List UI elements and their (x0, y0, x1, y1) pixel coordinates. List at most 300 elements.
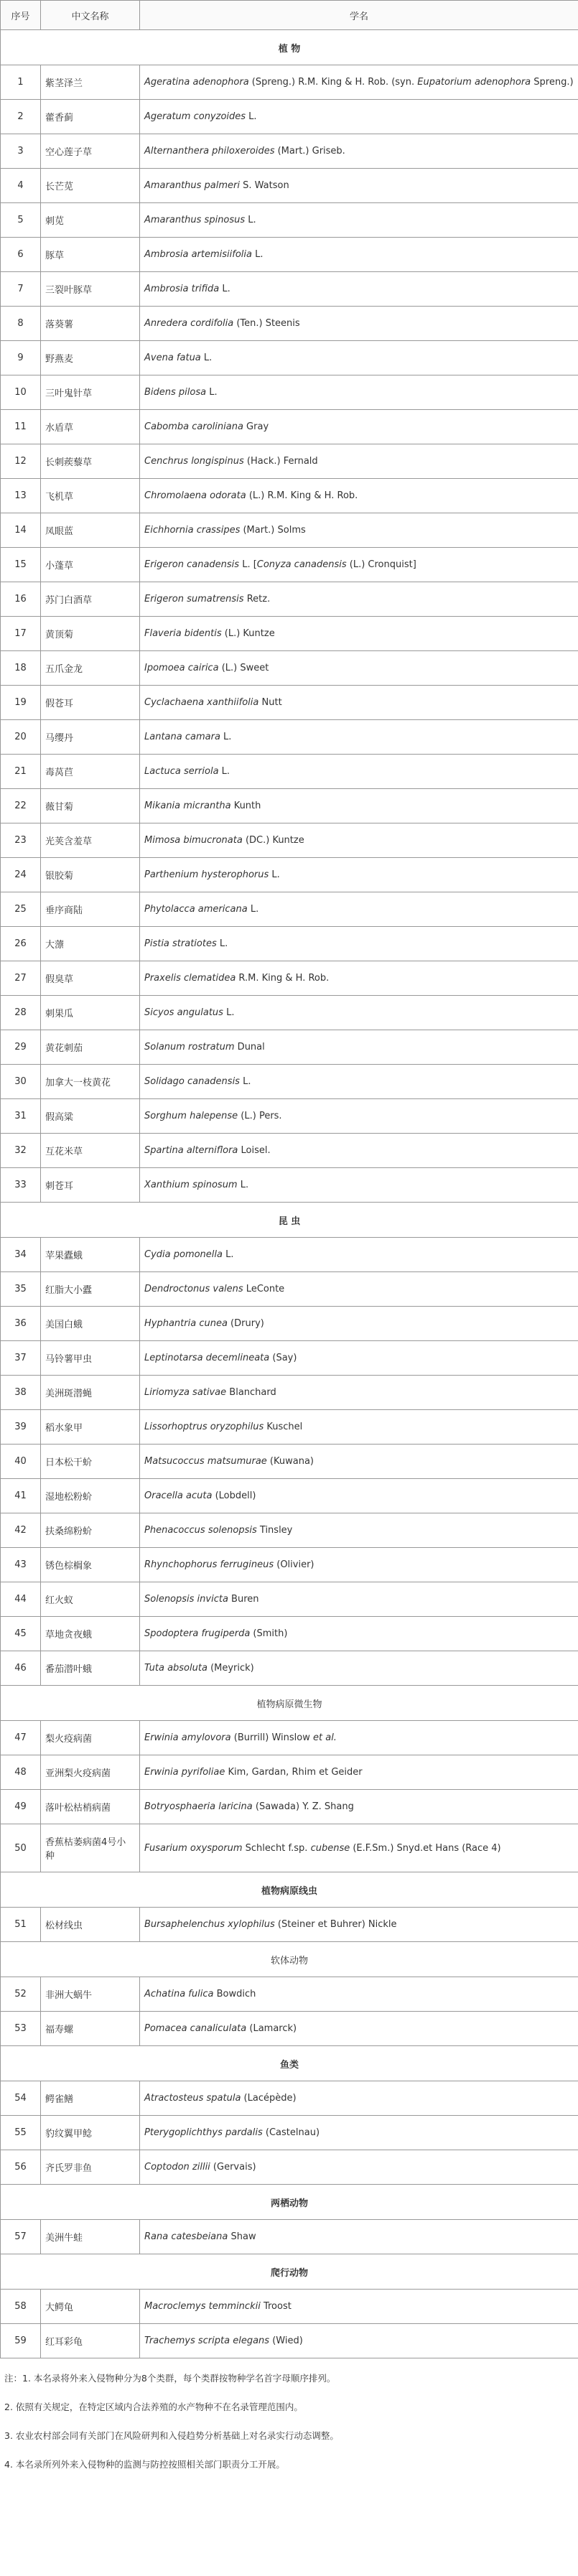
table-row (1, 617, 578, 651)
serial-number-cell: 7 (1, 272, 41, 307)
scientific-name-cell (140, 1134, 578, 1168)
scientific-name-cell (140, 582, 578, 617)
serial-number-cell: 41 (1, 1479, 41, 1513)
chinese-name-cell: 假苍耳 (41, 686, 140, 720)
chinese-name-cell: 梨火疫病菌 (41, 1721, 140, 1755)
scientific-name-authority: L. [ (239, 559, 257, 570)
table-row (1, 203, 578, 238)
table-row (1, 307, 578, 341)
chinese-name-cell: 豹纹翼甲鲶 (41, 2116, 140, 2150)
section-header-row (1, 30, 578, 65)
scientific-name-cell (140, 375, 578, 410)
chinese-name-cell: 长芒苋 (41, 169, 140, 203)
scientific-name-cell (140, 823, 578, 858)
table-row (1, 823, 578, 858)
scientific-name-cell (140, 1977, 578, 2012)
section-header-row (1, 2046, 578, 2081)
scientific-name-italic: Ipomoea cairica (144, 663, 219, 673)
scientific-name-authority: (L.) Cronquist] (346, 559, 416, 570)
chinese-name-cell: 五爪金龙 (41, 651, 140, 686)
chinese-name-cell: 三叶鬼针草 (41, 375, 140, 410)
chinese-name-cell: 刺苋 (41, 203, 140, 238)
header-chinese-name: 中文名称 (41, 1, 140, 30)
section-title: 植 物 (1, 30, 578, 65)
scientific-name-authority: (Mart.) Solms (240, 525, 306, 536)
serial-number-cell: 38 (1, 1376, 41, 1410)
chinese-name-cell: 薇甘菊 (41, 789, 140, 823)
scientific-name-cell (140, 1617, 578, 1651)
table-row (1, 100, 578, 134)
scientific-name-authority: Shaw (228, 2231, 256, 2242)
chinese-name-cell: 锈色棕榈象 (41, 1548, 140, 1582)
table-row (1, 410, 578, 444)
chinese-name-cell: 水盾草 (41, 410, 140, 444)
serial-number-cell: 30 (1, 1065, 41, 1099)
serial-number-cell: 47 (1, 1721, 41, 1755)
serial-number-cell: 28 (1, 996, 41, 1030)
scientific-name-cell (140, 100, 578, 134)
serial-number-cell: 25 (1, 892, 41, 927)
table-row (1, 1099, 578, 1134)
scientific-name-cell (140, 65, 578, 100)
serial-number-cell: 31 (1, 1099, 41, 1134)
scientific-name-italic: Achatina fulica (144, 1989, 214, 1999)
scientific-name-cell (140, 1582, 578, 1617)
table-row (1, 1755, 578, 1790)
table-row (1, 2290, 578, 2324)
section-header-row (1, 1203, 578, 1238)
scientific-name-cell (140, 548, 578, 582)
serial-number-cell: 9 (1, 341, 41, 375)
table-row (1, 1908, 578, 1942)
serial-number-cell: 32 (1, 1134, 41, 1168)
chinese-name-cell: 红耳彩龟 (41, 2324, 140, 2358)
scientific-name-authority: L. (218, 766, 230, 777)
scientific-name-cell (140, 755, 578, 789)
scientific-name-cell (140, 1410, 578, 1445)
scientific-name-italic: Praxelis clematidea (144, 973, 236, 984)
scientific-name-authority: (Lacépède) (241, 2093, 297, 2104)
chinese-name-cell: 美国白蛾 (41, 1307, 140, 1341)
scientific-name-cell (140, 2220, 578, 2254)
chinese-name-cell: 小蓬草 (41, 548, 140, 582)
scientific-name-italic: Erigeron sumatrensis (144, 594, 244, 605)
serial-number-cell: 4 (1, 169, 41, 203)
scientific-name-authority: (Kuwana) (266, 1456, 314, 1467)
table-row (1, 1824, 578, 1872)
table-row (1, 892, 578, 927)
table-row (1, 1548, 578, 1582)
note-line: 4. 本名录所列外来入侵物种的监测与防控按照相关部门职责分工开展。 (4, 2459, 285, 2470)
scientific-name-italic: Ageratum conyzoides (144, 111, 246, 122)
scientific-name-italic: Erwinia amylovora (144, 1732, 231, 1743)
scientific-name-cell (140, 444, 578, 479)
scientific-name-authority: Tinsley (256, 1525, 293, 1536)
serial-number-cell: 36 (1, 1307, 41, 1341)
scientific-name-authority: (Mart.) Griseb. (274, 146, 345, 157)
scientific-name-italic: Alternanthera philoxeroides (144, 146, 275, 157)
scientific-name-italic: Phytolacca americana (144, 904, 248, 915)
table-row (1, 582, 578, 617)
table-row (1, 341, 578, 375)
chinese-name-cell: 银胶菊 (41, 858, 140, 892)
table-row (1, 1617, 578, 1651)
chinese-name-cell: 福寿螺 (41, 2012, 140, 2046)
chinese-name-cell: 番茄潜叶蛾 (41, 1651, 140, 1686)
chinese-name-cell: 黄顶菊 (41, 617, 140, 651)
chinese-name-cell: 黄花刺茄 (41, 1030, 140, 1065)
chinese-name-cell: 豚草 (41, 238, 140, 272)
section-title: 植物病原线虫 (1, 1872, 578, 1908)
table-row (1, 651, 578, 686)
table-row (1, 1479, 578, 1513)
scientific-name-cell (140, 1445, 578, 1479)
table-row (1, 2324, 578, 2358)
scientific-name-authority: (Smith) (250, 1628, 288, 1639)
serial-number-cell: 22 (1, 789, 41, 823)
serial-number-cell: 33 (1, 1168, 41, 1203)
serial-number-cell: 59 (1, 2324, 41, 2358)
serial-number-cell: 23 (1, 823, 41, 858)
serial-number-cell: 34 (1, 1238, 41, 1272)
scientific-name-cell (140, 686, 578, 720)
chinese-name-cell: 毒莴苣 (41, 755, 140, 789)
serial-number-cell: 1 (1, 65, 41, 100)
table-row (1, 996, 578, 1030)
chinese-name-cell: 日本松干蚧 (41, 1445, 140, 1479)
scientific-name-cell (140, 238, 578, 272)
scientific-name-italic: Mikania micrantha (144, 801, 231, 811)
scientific-name-cell (140, 1651, 578, 1686)
chinese-name-cell: 藿香蓟 (41, 100, 140, 134)
chinese-name-cell: 凤眼蓝 (41, 513, 140, 548)
scientific-name-authority: L. (206, 387, 218, 398)
serial-number-cell: 53 (1, 2012, 41, 2046)
section-header-row (1, 2254, 578, 2290)
serial-number-cell: 58 (1, 2290, 41, 2324)
scientific-name-cell (140, 1513, 578, 1548)
scientific-name-cell (140, 307, 578, 341)
serial-number-cell: 8 (1, 307, 41, 341)
note-line: 2. 依照有关规定，在特定区域内合法养殖的水产物种不在名录管理范围内。 (4, 2402, 303, 2412)
scientific-name-cell (140, 720, 578, 755)
scientific-name-authority: Loisel. (238, 1145, 271, 1156)
scientific-name-authority: (Say) (269, 1353, 297, 1363)
scientific-name-authority: (Castelnau) (262, 2127, 320, 2138)
serial-number-cell: 11 (1, 410, 41, 444)
scientific-name-cell (140, 892, 578, 927)
chinese-name-cell: 红火蚁 (41, 1582, 140, 1617)
serial-number-cell: 16 (1, 582, 41, 617)
scientific-name-italic: Eupatorium adenophora (417, 77, 531, 88)
scientific-name-italic: Eichhornia crassipes (144, 525, 241, 536)
chinese-name-cell: 假高粱 (41, 1099, 140, 1134)
serial-number-cell: 50 (1, 1824, 41, 1872)
scientific-name-authority: LeConte (243, 1284, 285, 1294)
scientific-name-authority: L. (216, 938, 228, 949)
scientific-name-authority: (Gervais) (210, 2162, 256, 2173)
scientific-name-italic: Cydia pomonella (144, 1249, 223, 1260)
scientific-name-italic: et al. (313, 1732, 337, 1743)
chinese-name-cell: 光荚含羞草 (41, 823, 140, 858)
chinese-name-cell: 鳄雀鳝 (41, 2081, 140, 2116)
scientific-name-cell (140, 2012, 578, 2046)
scientific-name-italic: Chromolaena odorata (144, 490, 246, 501)
scientific-name-italic: Matsucoccus matsumurae (144, 1456, 267, 1467)
scientific-name-cell (140, 1824, 578, 1872)
scientific-name-authority: (E.F.Sm.) Snyd.et Hans (Race 4) (350, 1842, 501, 1854)
table-row (1, 686, 578, 720)
chinese-name-cell: 假臭草 (41, 961, 140, 996)
scientific-name-cell (140, 1755, 578, 1790)
serial-number-cell: 5 (1, 203, 41, 238)
scientific-name-authority: Kuschel (264, 1422, 303, 1432)
scientific-name-authority: L. (200, 353, 213, 363)
table-row (1, 1651, 578, 1686)
scientific-name-authority: (Spreng.) R.M. King & H. Rob. (syn. (248, 77, 418, 88)
serial-number-cell: 29 (1, 1030, 41, 1065)
serial-number-cell: 27 (1, 961, 41, 996)
serial-number-cell: 40 (1, 1445, 41, 1479)
chinese-name-cell: 红脂大小蠹 (41, 1272, 140, 1307)
scientific-name-cell (140, 1341, 578, 1376)
scientific-name-cell (140, 341, 578, 375)
scientific-name-authority: L. (252, 249, 264, 260)
scientific-name-italic: Erwinia pyrifoliae (144, 1767, 225, 1778)
scientific-name-italic: Amaranthus palmeri (144, 180, 241, 191)
serial-number-cell: 21 (1, 755, 41, 789)
scientific-name-italic: Pterygoplichthys pardalis (144, 2127, 263, 2138)
note-line: 3. 农业农村部会同有关部门在风险研判和入侵趋势分析基础上对名录实行动态调整。 (4, 2430, 339, 2441)
chinese-name-cell: 大薸 (41, 927, 140, 961)
serial-number-cell: 6 (1, 238, 41, 272)
scientific-name-authority: Buren (228, 1594, 259, 1605)
scientific-name-cell (140, 513, 578, 548)
scientific-name-italic: cubense (310, 1842, 350, 1854)
serial-number-cell: 10 (1, 375, 41, 410)
serial-number-cell: 52 (1, 1977, 41, 2012)
scientific-name-italic: Rhynchophorus ferrugineus (144, 1559, 274, 1570)
scientific-name-italic: Ageratina adenophora (144, 77, 249, 88)
chinese-name-cell: 非洲大蜗牛 (41, 1977, 140, 2012)
scientific-name-authority: Bowdich (213, 1989, 256, 1999)
chinese-name-cell: 飞机草 (41, 479, 140, 513)
scientific-name-cell (140, 410, 578, 444)
table-header-row (1, 1, 578, 30)
scientific-name-italic: Spartina alterniflora (144, 1145, 238, 1156)
table-row (1, 1977, 578, 2012)
table-row (1, 238, 578, 272)
table-row (1, 1065, 578, 1099)
scientific-name-italic: Bursaphelenchus xylophilus (144, 1919, 275, 1930)
chinese-name-cell: 苏门白酒草 (41, 582, 140, 617)
scientific-name-authority: (L.) Kuntze (221, 628, 275, 639)
scientific-name-cell (140, 1307, 578, 1341)
scientific-name-italic: Cabomba caroliniana (144, 421, 243, 432)
scientific-name-cell (140, 1479, 578, 1513)
scientific-name-authority: (L.) R.M. King & H. Rob. (246, 490, 358, 501)
serial-number-cell: 46 (1, 1651, 41, 1686)
scientific-name-authority: Nutt (258, 697, 282, 708)
chinese-name-cell: 湿地松粉蚧 (41, 1479, 140, 1513)
scientific-name-cell (140, 996, 578, 1030)
chinese-name-cell: 马缨丹 (41, 720, 140, 755)
chinese-name-cell: 亚洲梨火疫病菌 (41, 1755, 140, 1790)
serial-number-cell: 44 (1, 1582, 41, 1617)
scientific-name-italic: Lantana camara (144, 732, 220, 742)
chinese-name-cell: 大鳄龟 (41, 2290, 140, 2324)
scientific-name-cell (140, 1548, 578, 1582)
chinese-name-cell: 落葵薯 (41, 307, 140, 341)
scientific-name-cell (140, 961, 578, 996)
serial-number-cell: 24 (1, 858, 41, 892)
scientific-name-cell (140, 2324, 578, 2358)
chinese-name-cell: 稻水象甲 (41, 1410, 140, 1445)
scientific-name-authority: L. (239, 1076, 251, 1087)
table-row (1, 2220, 578, 2254)
scientific-name-italic: Cyclachaena xanthiifolia (144, 697, 259, 708)
serial-number-cell: 55 (1, 2116, 41, 2150)
table-row (1, 1513, 578, 1548)
scientific-name-italic: Lactuca serriola (144, 766, 219, 777)
scientific-name-authority: (Meyrick) (207, 1663, 254, 1674)
scientific-name-authority: L. (246, 111, 257, 122)
scientific-name-italic: Tuta absoluta (144, 1663, 208, 1674)
scientific-name-cell (140, 2150, 578, 2185)
header-scientific-name: 学名 (140, 1, 578, 30)
scientific-name-cell (140, 1721, 578, 1755)
table-row (1, 65, 578, 100)
serial-number-cell: 12 (1, 444, 41, 479)
scientific-name-italic: Amaranthus spinosus (144, 215, 246, 225)
scientific-name-cell (140, 1908, 578, 1942)
scientific-name-authority: L. (237, 1180, 249, 1190)
section-header-row (1, 2185, 578, 2220)
table-row (1, 961, 578, 996)
chinese-name-cell: 香蕉枯萎病菌4号小种 (41, 1824, 140, 1872)
scientific-name-authority: (Burrill) Winslow (230, 1732, 313, 1743)
serial-number-cell: 49 (1, 1790, 41, 1824)
section-title: 昆 虫 (1, 1203, 578, 1238)
table-row (1, 858, 578, 892)
serial-number-cell: 35 (1, 1272, 41, 1307)
scientific-name-authority: (Drury) (227, 1318, 264, 1329)
scientific-name-cell (140, 2116, 578, 2150)
scientific-name-authority: L. (269, 869, 280, 880)
scientific-name-italic: Erigeron canadensis (144, 559, 240, 570)
scientific-name-cell (140, 1065, 578, 1099)
section-header-row (1, 1872, 578, 1908)
table-row (1, 2012, 578, 2046)
table-row (1, 1134, 578, 1168)
table-row (1, 755, 578, 789)
chinese-name-cell: 苹果蠹蛾 (41, 1238, 140, 1272)
scientific-name-authority: (Wied) (269, 2335, 303, 2346)
chinese-name-cell: 美洲斑潜蝇 (41, 1376, 140, 1410)
section-title: 软体动物 (1, 1942, 578, 1977)
scientific-name-authority: L. (220, 732, 232, 742)
scientific-name-italic: Spodoptera frugiperda (144, 1628, 251, 1639)
scientific-name-cell (140, 2081, 578, 2116)
scientific-name-italic: Bidens pilosa (144, 387, 207, 398)
scientific-name-italic: Leptinotarsa decemlineata (144, 1353, 270, 1363)
scientific-name-cell (140, 1030, 578, 1065)
chinese-name-cell: 美洲牛蛙 (41, 2220, 140, 2254)
serial-number-cell: 2 (1, 100, 41, 134)
table-row (1, 2081, 578, 2116)
scientific-name-authority: L. (245, 215, 256, 225)
scientific-name-authority: (Lamarck) (246, 2023, 297, 2034)
serial-number-cell: 13 (1, 479, 41, 513)
scientific-name-italic: Avena fatua (144, 353, 201, 363)
scientific-name-authority: (Hack.) Fernald (243, 456, 318, 467)
chinese-name-cell: 三裂叶豚草 (41, 272, 140, 307)
serial-number-cell: 57 (1, 2220, 41, 2254)
scientific-name-italic: Fusarium oxysporum (144, 1842, 243, 1854)
scientific-name-authority: (Lobdell) (212, 1490, 256, 1501)
scientific-name-cell (140, 1376, 578, 1410)
header-serial-number: 序号 (1, 1, 41, 30)
scientific-name-cell (140, 479, 578, 513)
scientific-name-authority: Kim, Gardan, Rhim et Geider (225, 1767, 363, 1778)
table-row (1, 1790, 578, 1824)
scientific-name-cell (140, 1272, 578, 1307)
scientific-name-cell (140, 203, 578, 238)
scientific-name-authority: Retz. (243, 594, 271, 605)
serial-number-cell: 20 (1, 720, 41, 755)
scientific-name-authority: L. (223, 1007, 235, 1018)
scientific-name-authority: Troost (260, 2301, 292, 2312)
table-row (1, 789, 578, 823)
serial-number-cell: 48 (1, 1755, 41, 1790)
scientific-name-italic: Botryosphaeria laricina (144, 1801, 253, 1812)
scientific-name-italic: Pistia stratiotes (144, 938, 217, 949)
chinese-name-cell: 落叶松枯梢病菌 (41, 1790, 140, 1824)
scientific-name-italic: Sicyos angulatus (144, 1007, 223, 1018)
scientific-name-italic: Ambrosia artemisiifolia (144, 249, 252, 260)
chinese-name-cell: 刺苍耳 (41, 1168, 140, 1203)
scientific-name-cell (140, 134, 578, 169)
scientific-name-cell (140, 617, 578, 651)
scientific-name-italic: Rana catesbeiana (144, 2231, 228, 2242)
serial-number-cell: 19 (1, 686, 41, 720)
table-row (1, 1307, 578, 1341)
scientific-name-italic: Solenopsis invicta (144, 1594, 228, 1605)
scientific-name-cell (140, 272, 578, 307)
chinese-name-cell: 马铃薯甲虫 (41, 1341, 140, 1376)
scientific-name-italic: Xanthium spinosum (144, 1180, 238, 1190)
scientific-name-italic: Anredera cordifolia (144, 318, 234, 329)
scientific-name-italic: Phenacoccus solenopsis (144, 1525, 257, 1536)
scientific-name-italic: Dendroctonus valens (144, 1284, 243, 1294)
scientific-name-authority: L. (222, 1249, 234, 1260)
scientific-name-italic: Parthenium hysterophorus (144, 869, 269, 880)
section-title: 鱼类 (1, 2046, 578, 2081)
scientific-name-italic: Mimosa bimucronata (144, 835, 243, 846)
scientific-name-italic: Ambrosia trifida (144, 284, 220, 294)
table-row (1, 1445, 578, 1479)
table-row (1, 548, 578, 582)
scientific-name-italic: Sorghum halepense (144, 1111, 238, 1121)
scientific-name-authority: (Steiner et Buhrer) Nickle (274, 1919, 397, 1930)
serial-number-cell: 17 (1, 617, 41, 651)
serial-number-cell: 26 (1, 927, 41, 961)
table-row (1, 1030, 578, 1065)
table-row (1, 1582, 578, 1617)
scientific-name-authority: (DC.) Kuntze (242, 835, 304, 846)
scientific-name-italic: Flaveria bidentis (144, 628, 222, 639)
scientific-name-authority: Spreng.) (531, 77, 574, 88)
